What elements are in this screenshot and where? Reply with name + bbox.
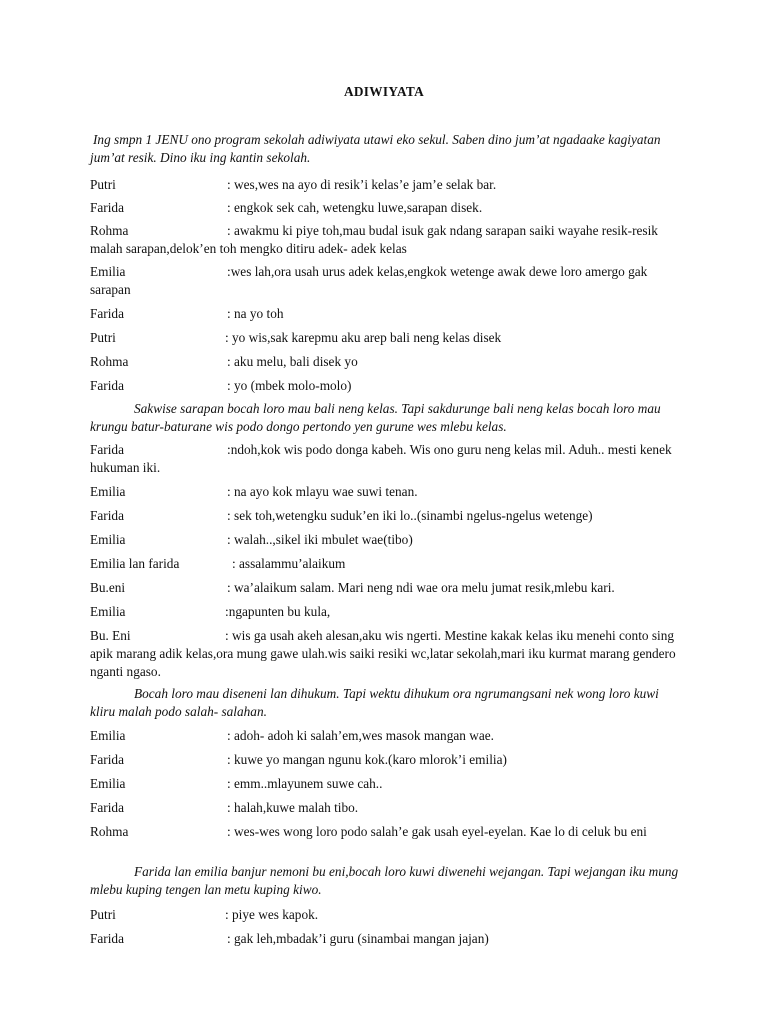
dialogue-line [90, 377, 680, 395]
dialogue-line [90, 555, 680, 573]
speech-text: : wis ga usah akeh alesan,aku wis ngerti. Mestine kakak kelas iku menehi conto sing apik marang adik kelas,ora mung gawe ulah.wis saiki resiki wc,latar sekolah,mari iku kurmat marang gendero nganti ngaso. [90, 628, 676, 679]
narration-paragraph: Sakwise sarapan bocah loro mau bali neng kelas. Tapi sakdurunge bali neng kelas bocah loro mau krungu batur-baturane wis podo dongo pertondo yen gurune wes mlebu kelas. [90, 401, 661, 434]
speaker-name: Farida [90, 508, 124, 523]
dialogue-line [90, 930, 680, 948]
speaker-name: Emilia [90, 532, 126, 547]
narration-paragraph: Farida lan emilia banjur nemoni bu eni,bocah loro kuwi diwenehi wejangan. Tapi wejangan iku mung mlebu kuping tengen lan metu kuping kiwo. [90, 864, 679, 897]
speech-text: : yo wis,sak karepmu aku arep bali neng kelas disek [225, 330, 502, 345]
speaker-name: Farida [90, 442, 124, 457]
document-title: ADIWIYATA [343, 84, 425, 99]
dialogue-line [90, 799, 680, 817]
dialogue-line [90, 263, 680, 299]
speech-text: : yo (mbek molo-molo) [227, 378, 352, 393]
speech-text: : engkok sek cah, wetengku luwe,sarapan disek. [227, 200, 483, 215]
speaker-name: Farida [90, 800, 124, 815]
speech-text: : na ayo kok mlayu wae suwi tenan. [227, 484, 418, 499]
speech-text: : wa’alaikum salam. Mari neng ndi wae ora melu jumat resik,mlebu kari. [227, 580, 615, 595]
speaker-name: Putri [90, 907, 116, 922]
speaker-name: Rohma [90, 354, 129, 369]
speaker-name: Emilia [90, 484, 126, 499]
dialogue-line [90, 176, 680, 194]
speaker-name: Farida [90, 378, 124, 393]
speech-text: :wes lah,ora usah urus adek kelas,engkok wetenge awak dewe loro amergo gak sarapan [90, 264, 648, 297]
speech-text: : halah,kuwe malah tibo. [227, 800, 359, 815]
speech-text: : sek toh,wetengku suduk’en iki lo..(sinambi ngelus-ngelus wetenge) [227, 508, 593, 523]
speech-text: : piye wes kapok. [225, 907, 319, 922]
speech-text: : gak leh,mbadak’i guru (sinambai mangan jajan) [227, 931, 489, 946]
speaker-name: Farida [90, 931, 124, 946]
speaker-name: Emilia [90, 776, 126, 791]
speaker-name: Emilia [90, 604, 126, 619]
dialogue-line [90, 329, 680, 347]
speech-text: : awakmu ki piye toh,mau budal isuk gak ndang sarapan saiki wayahe resik-resik malah sarapan,delok’en toh mengko ditiru adek- adek kelas [90, 223, 658, 256]
speech-text: : assalammu’alaikum [232, 556, 346, 571]
dialogue-line [90, 775, 680, 793]
dialogue-line [90, 603, 680, 621]
speaker-name: Emilia lan farida [90, 556, 180, 571]
speaker-name: Emilia [90, 264, 126, 279]
speaker-name: Putri [90, 177, 116, 192]
speech-text: :ndoh,kok wis podo donga kabeh. Wis ono guru neng kelas mil. Aduh.. mesti kenek hukuman iki. [90, 442, 672, 475]
speaker-name: Putri [90, 330, 116, 345]
dialogue-line [90, 727, 680, 745]
dialogue-line [90, 751, 680, 769]
speech-text: : wes,wes na ayo di resik’i kelas’e jam’e selak bar. [227, 177, 497, 192]
dialogue-line [90, 483, 680, 501]
dialogue-line [90, 823, 680, 841]
speaker-name: Farida [90, 200, 124, 215]
speaker-name: Emilia [90, 728, 126, 743]
speaker-name: Rohma [90, 223, 129, 238]
speech-text: :ngapunten bu kula, [225, 604, 331, 619]
speaker-name: Bu. Eni [90, 628, 131, 643]
speaker-name: Rohma [90, 824, 129, 839]
dialogue-line [90, 507, 680, 525]
dialogue-line [90, 579, 680, 597]
dialogue-line [90, 627, 680, 681]
speech-text: : aku melu, bali disek yo [227, 354, 358, 369]
speech-text: : adoh- adoh ki salah’em,wes masok mangan wae. [227, 728, 494, 743]
dialogue-line [90, 906, 680, 924]
dialogue-line [90, 441, 680, 477]
dialogue-line [90, 353, 680, 371]
speaker-name: Bu.eni [90, 580, 126, 595]
speech-text: : emm..mlayunem suwe cah.. [227, 776, 383, 791]
dialogue-line [90, 305, 680, 323]
speaker-name: Farida [90, 306, 124, 321]
dialogue-line [90, 531, 680, 549]
intro-paragraph: Ing smpn 1 JENU ono program sekolah adiwiyata utawi eko sekul. Saben dino jum’at ngadaake kagiyatan jum’at resik. Dino iku ing kantin sekolah. [90, 132, 661, 165]
speech-text: : wes-wes wong loro podo salah’e gak usah eyel-eyelan. Kae lo di celuk bu eni [227, 824, 647, 839]
speech-text: : kuwe yo mangan ngunu kok.(karo mlorok’i emilia) [227, 752, 507, 767]
narration-paragraph: Bocah loro mau diseneni lan dihukum. Tapi wektu dihukum ora ngrumangsani nek wong loro kuwi kliru malah podo salah- salahan. [90, 686, 659, 719]
speech-text: : walah..,sikel iki mbulet wae(tibo) [227, 532, 413, 547]
dialogue-line [90, 199, 680, 217]
speaker-name: Farida [90, 752, 124, 767]
speech-text: : na yo toh [227, 306, 284, 321]
dialogue-line [90, 222, 680, 258]
